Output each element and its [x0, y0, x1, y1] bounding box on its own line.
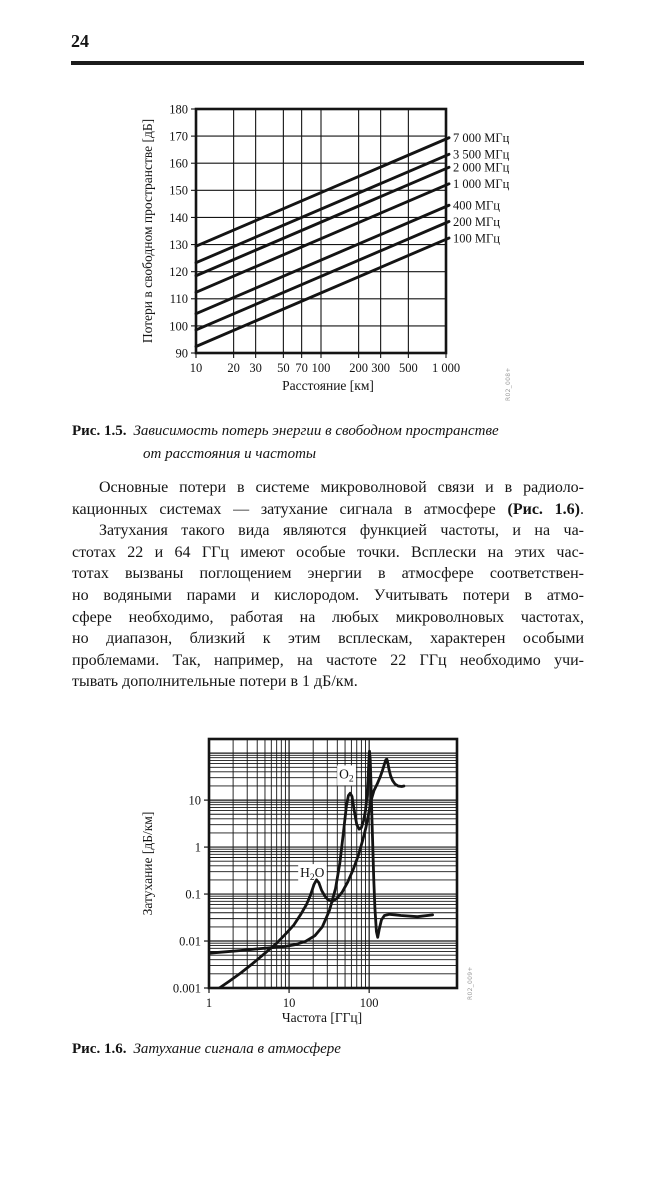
text-segment: тывать дополнительные потери в 1 дБ/км. — [72, 673, 358, 691]
y-tick-label: 10 — [188, 793, 201, 808]
text-segment: тотах вызваны поглощением энергии в атмосфере соответствен- — [72, 565, 584, 583]
x-tick-label: 300 — [371, 361, 391, 375]
frequency-line-label: 3 500 МГц — [453, 147, 510, 162]
body-text-line — [72, 671, 584, 693]
text-segment: сфере необходимо, работая на любых микроволновых частотах, — [72, 608, 584, 626]
x-tick-label: 30 — [249, 361, 262, 375]
text-segment: проблемами. Так, например, на частоте 22 ГГц необходимо учи- — [72, 651, 584, 669]
figure-1-6-label: Рис. 1.6. — [72, 1041, 127, 1057]
y-tick-label: 110 — [169, 292, 188, 307]
y-axis-title: Потери в свободном пространстве [дБ] — [140, 118, 155, 344]
frequency-line-label: 1 000 МГц — [453, 177, 510, 192]
y-tick-label: 0.001 — [172, 981, 201, 996]
x-tick-label: 70 — [295, 361, 308, 375]
frequency-line-label: 7 000 МГц — [453, 131, 510, 146]
y-tick-label: 180 — [169, 102, 188, 117]
figure-1-5-caption-line1: Зависимость потерь энергии в свободном пространстве — [133, 423, 499, 439]
frequency-line-label: 100 МГц — [453, 231, 500, 246]
water-vapor-label: $H_2O$ — [300, 865, 325, 884]
y-tick-label: 0.1 — [185, 887, 201, 902]
y-tick-label: 170 — [169, 129, 188, 144]
y-tick-label: 120 — [169, 265, 188, 280]
y-tick-label: 150 — [169, 183, 188, 198]
frequency-line-label: 400 МГц — [453, 198, 500, 213]
header-rule — [71, 61, 584, 65]
x-tick-label: 1 — [205, 996, 213, 1010]
y-tick-label: 1 — [194, 840, 201, 855]
x-axis-title: Расстояние [км] — [282, 378, 374, 393]
free-space-loss-chart — [0, 95, 650, 425]
frequency-line-label: 200 МГц — [453, 214, 500, 229]
body-text-line — [72, 563, 584, 585]
frequency-line-label: 2 000 МГц — [453, 160, 510, 175]
body-text — [72, 477, 584, 693]
x-tick-label: 100 — [311, 361, 331, 375]
x-tick-label: 50 — [277, 361, 290, 375]
text-segment: Основные потери в системе микроволновой связи и в радиоло- — [99, 479, 584, 496]
x-tick-label: 100 — [359, 996, 379, 1010]
text-segment: стотах 22 и 64 ГГц имеют особые точки. Всплески на этих час- — [72, 543, 584, 561]
figure-1-5-caption-line2: от расстояния и частоты — [143, 446, 317, 462]
body-text-line — [72, 607, 584, 629]
figure-1-5-label: Рис. 1.5. — [72, 423, 127, 439]
body-text-line — [72, 520, 584, 542]
x-tick-label: 200 — [349, 361, 369, 375]
text-segment: но диапазон, близкий к этим всплескам, характерен особыми — [72, 630, 584, 648]
atmospheric-attenuation-chart — [0, 720, 650, 1030]
figure-1-6-caption — [72, 1038, 584, 1061]
body-text-line — [72, 477, 584, 499]
x-tick-label: 500 — [398, 361, 418, 375]
body-text-line — [72, 542, 584, 564]
y-tick-label: 90 — [175, 346, 188, 361]
y-tick-label: 140 — [169, 210, 188, 225]
text-segment: но водяными парами и кислородом. Учитывать потери в атмо- — [72, 586, 584, 604]
y-axis-title: Затухание [дБ/км] — [140, 811, 155, 916]
y-tick-label: 160 — [169, 156, 188, 171]
bold-figure-reference: (Рис. 1.6) — [507, 500, 580, 518]
text-segment: кационных системах — затухание сигнала в атмосфере — [72, 500, 508, 518]
x-axis-title: Частота [ГГц] — [281, 1010, 363, 1025]
oxygen-label: $O_2$ — [339, 766, 354, 785]
figure-source-id: R02_008+ — [505, 367, 512, 401]
y-tick-label: 100 — [169, 319, 188, 334]
figure-source-id: R02_009+ — [467, 966, 474, 1000]
oxygen-attenuation-curve — [209, 751, 433, 953]
x-tick-label: 10 — [189, 361, 203, 375]
figure-1-5-caption — [72, 420, 584, 466]
text-segment: Затухания такого вида являются функцией частоты, и на ча- — [99, 522, 584, 540]
text-segment: . — [580, 500, 584, 518]
body-text-line — [72, 585, 584, 607]
page-number: 24 — [71, 31, 89, 51]
body-text-line — [72, 650, 584, 672]
x-tick-label: 10 — [282, 996, 296, 1010]
y-tick-label: 130 — [169, 237, 188, 252]
y-tick-label: 0.01 — [179, 934, 201, 949]
body-text-line — [72, 628, 584, 650]
x-tick-label: 1 000 — [431, 361, 461, 375]
body-text-line — [72, 499, 584, 521]
x-tick-label: 20 — [227, 361, 240, 375]
gridlines — [204, 739, 457, 993]
figure-1-6-caption-text: Затухание сигнала в атмосфере — [133, 1041, 341, 1057]
